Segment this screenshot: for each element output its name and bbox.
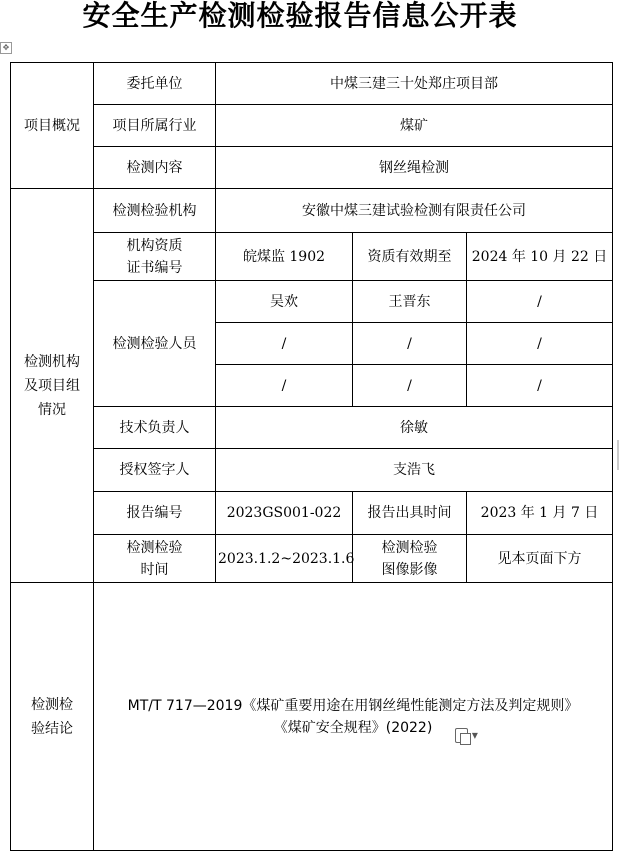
test-time-value: 2023.1.2~2023.1.6: [216, 535, 353, 583]
cert-value: 皖煤监 1902: [216, 233, 353, 281]
validity-label: 资质有效期至: [353, 233, 467, 281]
industry-label: 项目所属行业: [94, 105, 216, 147]
staff-cell: 吴欢: [216, 281, 353, 323]
staff-cell: /: [353, 365, 467, 407]
staff-label: 检测检验人员: [94, 281, 216, 407]
staff-cell: /: [467, 323, 613, 365]
chevron-down-icon: ▾: [471, 728, 478, 742]
staff-cell: /: [467, 281, 613, 323]
signatory-value: 支浩飞: [216, 449, 613, 492]
report-no-value: 2023GS001-022: [216, 492, 353, 535]
staff-cell: /: [467, 365, 613, 407]
signatory-label: 授权签字人: [94, 449, 216, 492]
staff-cell: /: [353, 323, 467, 365]
test-time-label: 检测检验时间: [94, 535, 216, 583]
image-label: 检测检验图像影像: [353, 535, 467, 583]
client-label: 委托单位: [94, 63, 216, 105]
conclusion-line-2: 《煤矿安全规程》(2022): [273, 719, 433, 736]
clipboard-icon: [455, 728, 468, 743]
institution-label: 检测检验机构: [94, 189, 216, 233]
table-move-handle-icon[interactable]: ✥: [0, 42, 12, 54]
institution-value: 安徽中煤三建试验检测有限责任公司: [216, 189, 613, 233]
cert-label: 机构资质证书编号: [94, 233, 216, 281]
issue-time-value: 2023 年 1 月 7 日: [467, 492, 613, 535]
section-overview-label: 项目概况: [11, 63, 94, 189]
content-label: 检测内容: [94, 147, 216, 189]
page-title: 安全生产检测检验报告信息公开表: [82, 0, 518, 32]
report-no-label: 报告编号: [94, 492, 216, 535]
report-table: [10, 62, 613, 851]
tech-lead-label: 技术负责人: [94, 407, 216, 449]
conclusion-line-1: MT/T 717—2019《煤矿重要用途在用钢丝绳性能测定方法及判定规则》: [127, 697, 579, 714]
industry-value: 煤矿: [216, 105, 613, 147]
staff-cell: /: [216, 365, 353, 407]
client-value: 中煤三建三十处郑庄项目部: [216, 63, 613, 105]
paste-options-button[interactable]: [455, 728, 481, 744]
tech-lead-value: 徐敏: [216, 407, 613, 449]
content-value: 钢丝绳检测: [216, 147, 613, 189]
image-value: 见本页面下方: [467, 535, 613, 583]
staff-cell: 王晋东: [353, 281, 467, 323]
validity-value: 2024 年 10 月 22 日: [467, 233, 613, 281]
staff-cell: /: [216, 323, 353, 365]
section-conclusion-label: 检测检验结论: [11, 583, 94, 851]
issue-time-label: 报告出具时间: [353, 492, 467, 535]
conclusion-text: [94, 583, 613, 851]
section-agency-label: 检测机构及项目组情况: [11, 189, 94, 583]
